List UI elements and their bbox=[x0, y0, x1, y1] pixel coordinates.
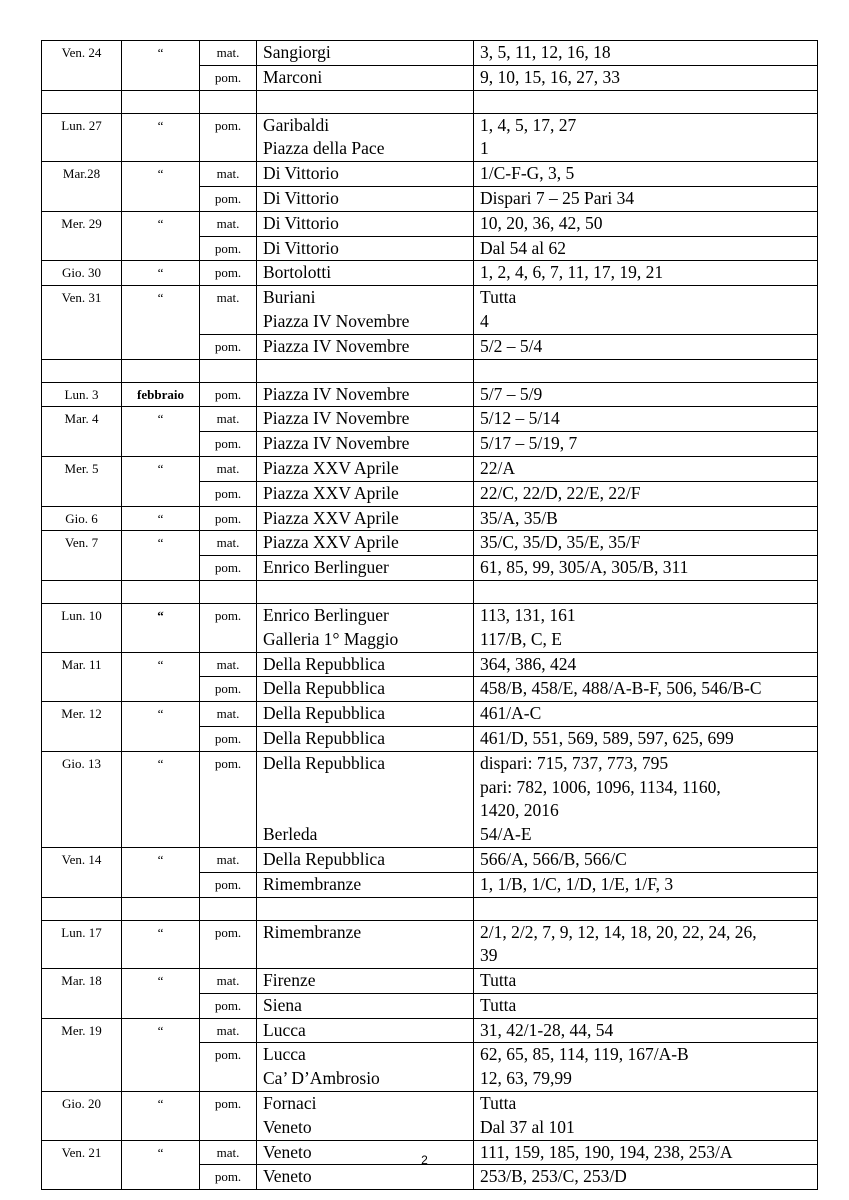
month-cell: “ bbox=[122, 1140, 200, 1190]
street-name: Piazza IV Novembre bbox=[263, 335, 410, 356]
house-numbers: 31, 42/1-28, 44, 54 bbox=[480, 1019, 614, 1040]
schedule-table bbox=[41, 40, 818, 1190]
time-cell: pom. bbox=[200, 751, 257, 847]
street-cell bbox=[257, 186, 474, 211]
house-numbers: 9, 10, 15, 16, 27, 33 bbox=[480, 66, 620, 87]
month-cell: “ bbox=[122, 531, 200, 581]
blank-cell bbox=[200, 359, 257, 382]
street-cell bbox=[257, 726, 474, 751]
street-name: Di Vittorio bbox=[263, 187, 339, 208]
street-name: Ca’ D’Ambrosio bbox=[263, 1068, 380, 1089]
month-cell: “ bbox=[122, 407, 200, 457]
house-numbers-cell bbox=[474, 1043, 818, 1092]
house-numbers-cell bbox=[474, 920, 818, 969]
house-numbers-cell bbox=[474, 556, 818, 581]
day-cell: Ven. 31 bbox=[42, 286, 122, 359]
house-numbers-cell bbox=[474, 506, 818, 531]
day-cell: Gio. 13 bbox=[42, 751, 122, 847]
blank-cell bbox=[257, 90, 474, 113]
time-cell: pom. bbox=[200, 726, 257, 751]
day-cell: Ven. 7 bbox=[42, 531, 122, 581]
time-cell: mat. bbox=[200, 969, 257, 994]
street-cell bbox=[257, 432, 474, 457]
house-numbers-cell bbox=[474, 677, 818, 702]
house-numbers-cell bbox=[474, 726, 818, 751]
street-name: Enrico Berlinguer bbox=[263, 557, 389, 578]
house-numbers: 2/1, 2/2, 7, 9, 12, 14, 18, 20, 22, 24, 26, bbox=[480, 921, 757, 942]
house-numbers: 461/A-C bbox=[480, 703, 542, 724]
house-numbers: 22/C, 22/D, 22/E, 22/F bbox=[480, 482, 641, 503]
street-name: Piazza IV Novembre bbox=[263, 408, 410, 429]
blank-cell bbox=[122, 897, 200, 920]
time-cell: mat. bbox=[200, 847, 257, 872]
street-cell bbox=[257, 211, 474, 236]
street-name: Lucca bbox=[263, 1044, 306, 1065]
schedule-row bbox=[42, 531, 818, 556]
street-cell bbox=[257, 531, 474, 556]
street-name: Piazza XXV Aprile bbox=[263, 507, 399, 528]
street-name: Piazza XXV Aprile bbox=[263, 457, 399, 478]
schedule-row bbox=[42, 407, 818, 432]
house-numbers: 5/17 – 5/19, 7 bbox=[480, 433, 578, 454]
blank-cell bbox=[474, 90, 818, 113]
blank-cell bbox=[200, 90, 257, 113]
street-name: Di Vittorio bbox=[263, 163, 339, 184]
month-cell: “ bbox=[122, 702, 200, 752]
schedule-row bbox=[42, 211, 818, 236]
house-numbers-cell bbox=[474, 211, 818, 236]
schedule-row bbox=[42, 847, 818, 872]
street-name: Enrico Berlinguer bbox=[263, 604, 389, 625]
house-numbers: 364, 386, 424 bbox=[480, 653, 577, 674]
blank-separator-row bbox=[42, 90, 818, 113]
house-numbers: 5/12 – 5/14 bbox=[480, 408, 560, 429]
house-numbers: Tutta bbox=[480, 1093, 517, 1114]
street-cell bbox=[257, 382, 474, 407]
day-cell: Mer. 19 bbox=[42, 1018, 122, 1091]
blank-cell bbox=[474, 580, 818, 603]
blank-cell bbox=[42, 897, 122, 920]
street-cell bbox=[257, 162, 474, 187]
street-cell bbox=[257, 65, 474, 90]
time-cell: mat. bbox=[200, 456, 257, 481]
street-cell bbox=[257, 407, 474, 432]
house-numbers-cell bbox=[474, 236, 818, 261]
house-numbers-cell bbox=[474, 407, 818, 432]
day-cell: Mar.28 bbox=[42, 162, 122, 212]
house-numbers-cell bbox=[474, 41, 818, 66]
month-cell: “ bbox=[122, 847, 200, 897]
blank-cell bbox=[257, 580, 474, 603]
house-numbers: 566/A, 566/B, 566/C bbox=[480, 848, 627, 869]
blank-cell bbox=[474, 359, 818, 382]
house-numbers: 61, 85, 99, 305/A, 305/B, 311 bbox=[480, 557, 689, 578]
house-numbers-cell bbox=[474, 652, 818, 677]
time-cell: pom. bbox=[200, 236, 257, 261]
month-cell: “ bbox=[122, 969, 200, 1019]
street-cell bbox=[257, 261, 474, 286]
street-cell bbox=[257, 1092, 474, 1141]
house-numbers-cell bbox=[474, 1165, 818, 1190]
house-numbers: Tutta bbox=[480, 994, 517, 1015]
time-cell: mat. bbox=[200, 652, 257, 677]
street-cell bbox=[257, 334, 474, 359]
blank-cell bbox=[42, 580, 122, 603]
house-numbers: 54/A-E bbox=[480, 824, 532, 845]
time-cell: pom. bbox=[200, 1092, 257, 1141]
month-cell: “ bbox=[122, 41, 200, 91]
time-cell: pom. bbox=[200, 186, 257, 211]
day-cell: Gio. 30 bbox=[42, 261, 122, 286]
street-name: Firenze bbox=[263, 970, 316, 991]
house-numbers-cell bbox=[474, 1018, 818, 1043]
time-cell: pom. bbox=[200, 993, 257, 1018]
house-numbers-cell bbox=[474, 65, 818, 90]
house-numbers: 35/A, 35/B bbox=[480, 507, 558, 528]
blank-cell bbox=[42, 90, 122, 113]
time-cell: mat. bbox=[200, 407, 257, 432]
time-cell: mat. bbox=[200, 702, 257, 727]
house-numbers: 5/2 – 5/4 bbox=[480, 335, 543, 356]
day-cell: Mar. 11 bbox=[42, 652, 122, 702]
street-name: Bortolotti bbox=[263, 262, 332, 283]
house-numbers: Dal 54 al 62 bbox=[480, 237, 567, 258]
day-cell: Ven. 24 bbox=[42, 41, 122, 91]
street-name: Della Repubblica bbox=[263, 703, 385, 724]
street-cell bbox=[257, 481, 474, 506]
month-cell: “ bbox=[122, 506, 200, 531]
house-numbers-cell bbox=[474, 969, 818, 994]
house-numbers: 111, 159, 185, 190, 194, 238, 253/A bbox=[480, 1141, 733, 1162]
day-cell: Ven. 14 bbox=[42, 847, 122, 897]
schedule-row bbox=[42, 506, 818, 531]
day-cell: Lun. 3 bbox=[42, 382, 122, 407]
blank-cell bbox=[122, 359, 200, 382]
time-cell: pom. bbox=[200, 261, 257, 286]
day-cell: Gio. 6 bbox=[42, 506, 122, 531]
month-cell: “ bbox=[122, 113, 200, 162]
month-cell: “ bbox=[122, 751, 200, 847]
house-numbers-cell bbox=[474, 261, 818, 286]
month-cell: “ bbox=[122, 162, 200, 212]
house-numbers: Tutta bbox=[480, 970, 517, 991]
street-cell bbox=[257, 993, 474, 1018]
house-numbers: 62, 65, 85, 114, 119, 167/A-B bbox=[480, 1044, 689, 1065]
time-cell: mat. bbox=[200, 41, 257, 66]
day-cell: Gio. 20 bbox=[42, 1092, 122, 1141]
house-numbers: 12, 63, 79,99 bbox=[480, 1068, 572, 1089]
house-numbers-cell bbox=[474, 432, 818, 457]
street-name: Garibaldi bbox=[263, 114, 330, 135]
house-numbers: 4 bbox=[480, 310, 489, 331]
month-cell: “ bbox=[122, 603, 200, 652]
schedule-row bbox=[42, 261, 818, 286]
street-name: Galleria 1° Maggio bbox=[263, 628, 399, 649]
street-cell bbox=[257, 603, 474, 652]
blank-cell bbox=[122, 580, 200, 603]
house-numbers-cell bbox=[474, 186, 818, 211]
street-cell bbox=[257, 1165, 474, 1190]
house-numbers: 1420, 2016 bbox=[480, 800, 559, 821]
street-cell bbox=[257, 236, 474, 261]
blank-cell bbox=[474, 897, 818, 920]
street-cell bbox=[257, 41, 474, 66]
blank-cell bbox=[122, 90, 200, 113]
street-name: Buriani bbox=[263, 287, 316, 308]
house-numbers: 113, 131, 161 bbox=[480, 604, 576, 625]
house-numbers: 1, 2, 4, 6, 7, 11, 17, 19, 21 bbox=[480, 262, 664, 283]
house-numbers-cell bbox=[474, 286, 818, 335]
time-cell: pom. bbox=[200, 65, 257, 90]
street-name bbox=[263, 776, 473, 800]
house-numbers: Dispari 7 – 25 Pari 34 bbox=[480, 187, 635, 208]
schedule-row bbox=[42, 382, 818, 407]
street-name: Marconi bbox=[263, 66, 323, 87]
time-cell: pom. bbox=[200, 677, 257, 702]
street-cell bbox=[257, 920, 474, 969]
house-numbers: 35/C, 35/D, 35/E, 35/F bbox=[480, 532, 641, 553]
schedule-row bbox=[42, 286, 818, 335]
time-cell: pom. bbox=[200, 872, 257, 897]
house-numbers: pari: 782, 1006, 1096, 1134, 1160, bbox=[480, 776, 721, 797]
schedule-row bbox=[42, 702, 818, 727]
street-name bbox=[263, 799, 473, 823]
street-cell bbox=[257, 456, 474, 481]
house-numbers-cell bbox=[474, 603, 818, 652]
street-name: Della Repubblica bbox=[263, 848, 385, 869]
house-numbers-cell bbox=[474, 847, 818, 872]
street-name: Veneto bbox=[263, 1116, 312, 1137]
month-cell: “ bbox=[122, 1092, 200, 1141]
street-name: Di Vittorio bbox=[263, 212, 339, 233]
street-cell bbox=[257, 286, 474, 335]
street-cell bbox=[257, 1043, 474, 1092]
street-cell bbox=[257, 113, 474, 162]
street-cell bbox=[257, 677, 474, 702]
house-numbers: 1, 4, 5, 17, 27 bbox=[480, 114, 577, 135]
house-numbers-cell bbox=[474, 382, 818, 407]
day-cell: Lun. 17 bbox=[42, 920, 122, 969]
house-numbers: 253/B, 253/C, 253/D bbox=[480, 1166, 627, 1187]
street-name: Piazza XXV Aprile bbox=[263, 532, 399, 553]
schedule-row bbox=[42, 920, 818, 969]
schedule-row bbox=[42, 113, 818, 162]
time-cell: pom. bbox=[200, 382, 257, 407]
street-cell bbox=[257, 556, 474, 581]
blank-separator-row bbox=[42, 580, 818, 603]
blank-cell bbox=[200, 580, 257, 603]
street-name: Lucca bbox=[263, 1019, 306, 1040]
schedule-row bbox=[42, 969, 818, 994]
time-cell: mat. bbox=[200, 1140, 257, 1165]
house-numbers-cell bbox=[474, 872, 818, 897]
day-cell: Mer. 12 bbox=[42, 702, 122, 752]
schedule-row bbox=[42, 1018, 818, 1043]
blank-separator-row bbox=[42, 897, 818, 920]
schedule-row bbox=[42, 1092, 818, 1141]
house-numbers-cell bbox=[474, 1092, 818, 1141]
street-cell bbox=[257, 847, 474, 872]
street-name: Berleda bbox=[263, 824, 318, 845]
schedule-row bbox=[42, 652, 818, 677]
day-cell: Lun. 10 bbox=[42, 603, 122, 652]
house-numbers: 39 bbox=[480, 945, 498, 966]
street-name: Fornaci bbox=[263, 1093, 317, 1114]
day-cell: Mar. 4 bbox=[42, 407, 122, 457]
month-cell: “ bbox=[122, 286, 200, 359]
house-numbers-cell bbox=[474, 334, 818, 359]
day-cell: Mar. 18 bbox=[42, 969, 122, 1019]
house-numbers: dispari: 715, 737, 773, 795 bbox=[480, 752, 669, 773]
month-cell: “ bbox=[122, 211, 200, 261]
month-cell: “ bbox=[122, 920, 200, 969]
house-numbers-cell bbox=[474, 702, 818, 727]
street-name: Piazza XXV Aprile bbox=[263, 482, 399, 503]
house-numbers-cell bbox=[474, 456, 818, 481]
house-numbers: 3, 5, 11, 12, 16, 18 bbox=[480, 42, 611, 62]
street-name: Rimembranze bbox=[263, 873, 362, 894]
time-cell: mat. bbox=[200, 286, 257, 335]
house-numbers: 1, 1/B, 1/C, 1/D, 1/E, 1/F, 3 bbox=[480, 873, 674, 894]
blank-cell bbox=[42, 359, 122, 382]
day-cell: Mer. 29 bbox=[42, 211, 122, 261]
street-name: Della Repubblica bbox=[263, 653, 385, 674]
street-name bbox=[263, 944, 473, 968]
street-name: Sangiorgi bbox=[263, 42, 331, 62]
schedule-row bbox=[42, 456, 818, 481]
time-cell: mat. bbox=[200, 1018, 257, 1043]
month-cell: febbraio bbox=[122, 382, 200, 407]
street-name: Piazza IV Novembre bbox=[263, 433, 410, 454]
blank-separator-row bbox=[42, 359, 818, 382]
schedule-row bbox=[42, 603, 818, 652]
house-numbers-cell bbox=[474, 993, 818, 1018]
blank-cell bbox=[200, 897, 257, 920]
time-cell: pom. bbox=[200, 603, 257, 652]
street-cell bbox=[257, 652, 474, 677]
time-cell: pom. bbox=[200, 1165, 257, 1190]
house-numbers: 1/C-F-G, 3, 5 bbox=[480, 163, 575, 184]
schedule-row bbox=[42, 162, 818, 187]
time-cell: pom. bbox=[200, 432, 257, 457]
blank-cell bbox=[257, 897, 474, 920]
time-cell: mat. bbox=[200, 211, 257, 236]
street-name: Piazza IV Novembre bbox=[263, 310, 410, 331]
street-name: Veneto bbox=[263, 1166, 312, 1187]
day-cell: Lun. 27 bbox=[42, 113, 122, 162]
time-cell: mat. bbox=[200, 531, 257, 556]
street-cell bbox=[257, 702, 474, 727]
time-cell: pom. bbox=[200, 1043, 257, 1092]
street-name: Veneto bbox=[263, 1141, 312, 1162]
house-numbers: 10, 20, 36, 42, 50 bbox=[480, 212, 603, 233]
month-cell: “ bbox=[122, 261, 200, 286]
time-cell: pom. bbox=[200, 556, 257, 581]
house-numbers: 5/7 – 5/9 bbox=[480, 383, 543, 404]
street-name: Siena bbox=[263, 994, 302, 1015]
house-numbers: 461/D, 551, 569, 589, 597, 625, 699 bbox=[480, 727, 734, 748]
schedule-table-body bbox=[42, 41, 818, 1190]
month-cell: “ bbox=[122, 456, 200, 506]
house-numbers-cell bbox=[474, 162, 818, 187]
street-cell bbox=[257, 872, 474, 897]
house-numbers: Dal 37 al 101 bbox=[480, 1116, 575, 1137]
house-numbers: 1 bbox=[480, 138, 489, 159]
time-cell: pom. bbox=[200, 334, 257, 359]
house-numbers-cell bbox=[474, 531, 818, 556]
house-numbers: 458/B, 458/E, 488/A-B-F, 506, 546/B-C bbox=[480, 678, 762, 699]
street-name: Rimembranze bbox=[263, 921, 362, 942]
blank-cell bbox=[257, 359, 474, 382]
house-numbers-cell bbox=[474, 481, 818, 506]
month-cell: “ bbox=[122, 652, 200, 702]
street-name: Della Repubblica bbox=[263, 727, 385, 748]
time-cell: pom. bbox=[200, 481, 257, 506]
day-cell: Ven. 21 bbox=[42, 1140, 122, 1190]
day-cell: Mer. 5 bbox=[42, 456, 122, 506]
time-cell: pom. bbox=[200, 113, 257, 162]
street-name: Della Repubblica bbox=[263, 752, 385, 773]
time-cell: mat. bbox=[200, 162, 257, 187]
street-cell bbox=[257, 506, 474, 531]
house-numbers-cell bbox=[474, 751, 818, 847]
time-cell: pom. bbox=[200, 506, 257, 531]
street-name: Della Repubblica bbox=[263, 678, 385, 699]
street-cell bbox=[257, 751, 474, 847]
time-cell: pom. bbox=[200, 920, 257, 969]
schedule-row bbox=[42, 751, 818, 847]
house-numbers: Tutta bbox=[480, 287, 517, 308]
page-number: 2 bbox=[421, 1153, 428, 1167]
month-cell: “ bbox=[122, 1018, 200, 1091]
house-numbers-cell bbox=[474, 113, 818, 162]
house-numbers: 22/A bbox=[480, 457, 515, 478]
street-cell bbox=[257, 1018, 474, 1043]
street-name: Di Vittorio bbox=[263, 237, 339, 258]
street-name: Piazza IV Novembre bbox=[263, 383, 410, 404]
schedule-row bbox=[42, 41, 818, 66]
house-numbers: 117/B, C, E bbox=[480, 628, 562, 649]
street-name: Piazza della Pace bbox=[263, 138, 385, 159]
street-cell bbox=[257, 969, 474, 994]
